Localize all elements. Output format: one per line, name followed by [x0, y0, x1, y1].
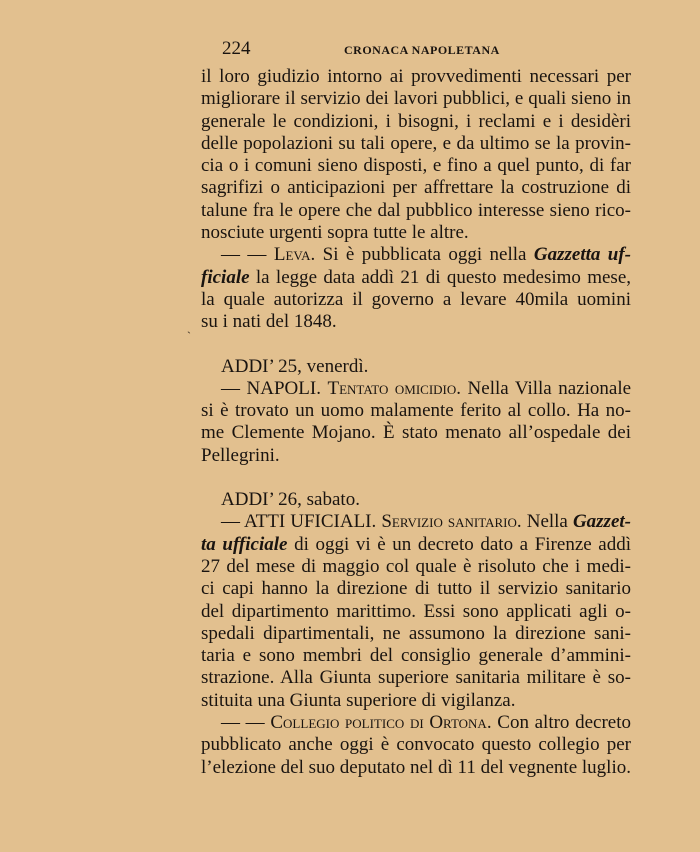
- entry-heading: Servizio sanitario.: [381, 511, 522, 533]
- text-line: la quale autorizza il governo a levare 40mila uomini: [201, 288, 631, 310]
- date-26-section: [201, 489, 631, 712]
- text-line: strazione. Alla Giunta superiore sanitaria militare è so-: [201, 667, 631, 689]
- text-line: Pellegrini.: [201, 444, 280, 466]
- text-line: [201, 534, 631, 556]
- running-head: CRONACA NAPOLETANA: [344, 43, 500, 57]
- text-line: [201, 244, 631, 266]
- text-line: del dipartimento marittimo. Essi sono applicati agli o-: [201, 600, 631, 622]
- newspaper-title: ta ufficiale: [201, 533, 288, 555]
- entry-text: Con altro decreto: [497, 712, 632, 734]
- stray-mark: ˎ: [187, 320, 191, 334]
- page-header: [222, 38, 502, 62]
- text-line: il loro giudizio intorno ai provvedimenti necessari per: [201, 66, 631, 87]
- date-25-section: [201, 356, 631, 467]
- leva-entry: [201, 244, 631, 333]
- entry-text: Nella: [526, 511, 568, 533]
- entry-place: NAPOLI.: [246, 377, 321, 399]
- text-line: [201, 378, 631, 400]
- ortona-entry: [201, 712, 631, 779]
- entry-heading: Tentato omicidio.: [327, 377, 462, 399]
- text-line: pubblicato anche oggi è convocato questo collegio per: [201, 734, 631, 756]
- text-line: [201, 712, 631, 734]
- entry-dash: —: [221, 377, 240, 399]
- text-line: migliorare il servizio dei lavori pubblici, e quali sieno in: [201, 88, 631, 110]
- text-line: generale le condizioni, i bisogni, i reclami e i desidèri: [201, 110, 631, 132]
- text-line: [201, 511, 631, 533]
- body-text: [201, 66, 631, 779]
- newspaper-title: Gazzetta uf-: [533, 244, 632, 266]
- entry-text: di oggi vi è un decreto dato a Firenze addì: [294, 533, 632, 555]
- text-line: cia o i comuni sieno disposti, e fino a quel punto, di far: [201, 155, 631, 177]
- text-line: nosciute urgenti sopra tutte le altre.: [201, 222, 469, 244]
- entry-dash: — —: [221, 244, 267, 266]
- text-line: su i nati del 1848.: [201, 311, 337, 333]
- text-line: spedali dipartimentali, ne assumono la direzione sani-: [201, 622, 631, 644]
- entry-heading: Leva.: [273, 244, 316, 266]
- text-line: taria e sono membri del consiglio generale d’ammini-: [201, 645, 631, 667]
- entry-heading: Collegio politico di Ortona.: [270, 712, 492, 734]
- text-line: si è trovato un uomo malamente ferito al collo. Ha no-: [201, 400, 631, 422]
- section-gap: [201, 467, 631, 489]
- newspaper-title: Gazzet-: [572, 511, 631, 533]
- page-number: 224: [222, 38, 251, 59]
- text-line: stituita una Giunta superiore di vigilanza.: [201, 689, 516, 711]
- entry-place: ATTI UFICIALI.: [244, 511, 377, 533]
- entry-dash: — —: [221, 712, 265, 734]
- text-line: delle popolazioni su tali opere, e da ultimo se la provin-: [201, 132, 631, 154]
- text-line: 27 del mese di maggio col quale è risoluto che i medi-: [201, 555, 631, 577]
- text-line: l’elezione del suo deputato nel dì 11 del vegnente luglio.: [201, 756, 631, 778]
- text-line: ci capi hanno la direzione di tutto il servizio sanitario: [201, 578, 631, 600]
- dateline: ADDI’ 25, venerdì.: [221, 355, 369, 377]
- text-line: sagrifizi o anticipazioni per affrettare la costruzione di: [201, 177, 631, 199]
- section-gap: [201, 334, 631, 356]
- newspaper-title: ficiale: [201, 266, 250, 288]
- entry-text: Nella Villa nazionale: [467, 377, 632, 399]
- entry-text: la legge data addì 21 di questo medesimo mese,: [255, 266, 632, 288]
- entry-dash: —: [221, 511, 240, 533]
- text-line: talune fra le opere che dal pubblico interesse sieno rico-: [201, 199, 631, 221]
- text-line: me Clemente Mojano. È stato menato all’ospedale dei: [201, 422, 631, 444]
- entry-text: Si è pubblicata oggi nella: [322, 244, 527, 266]
- paragraph-continuation: [201, 66, 631, 244]
- dateline: ADDI’ 26, sabato.: [221, 489, 360, 511]
- text-line: [201, 267, 631, 289]
